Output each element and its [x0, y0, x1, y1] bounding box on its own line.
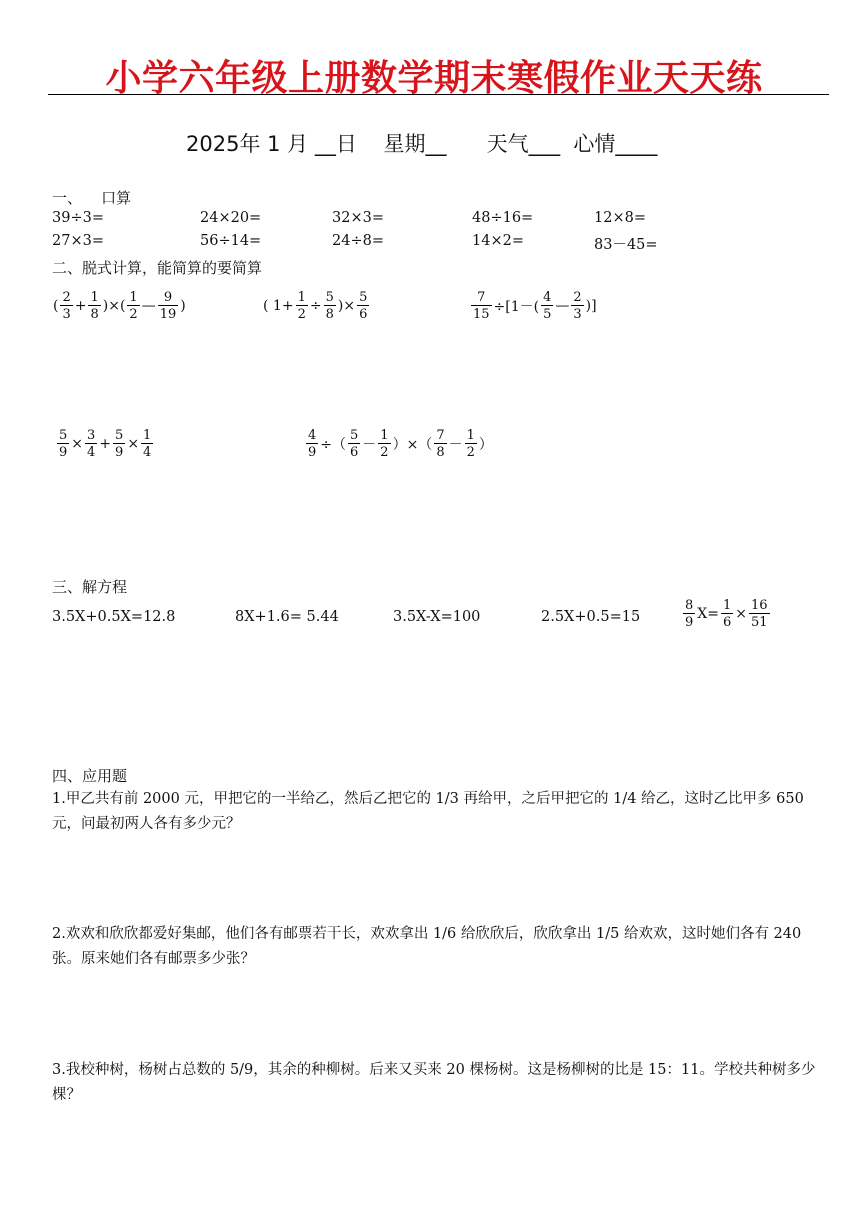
word-problem-1: 1.甲乙共有前 2000 元，甲把它的一半给乙，然后乙把它的 1/3 再给甲，之后甲把它的 1/4 给乙，这时乙比甲多 650 元，问最初两人各有多少元？: [52, 791, 804, 832]
operator: +: [99, 436, 112, 452]
section-oral-heading: 一、 口算: [52, 189, 132, 207]
fraction: [378, 428, 390, 460]
operator: )×(: [102, 298, 126, 314]
oral-item: 48÷16=: [472, 210, 534, 226]
oral-item: 56÷14=: [200, 233, 262, 249]
numerator: 5: [59, 428, 68, 443]
operator: －: [362, 437, 377, 453]
operator: ）×（: [392, 437, 433, 453]
calc-expression-2: [262, 290, 370, 322]
denominator: 6: [722, 615, 732, 630]
numerator: 5: [115, 428, 124, 443]
calc-expression-1: [52, 290, 187, 322]
numerator: 4: [543, 290, 552, 305]
operator: ÷（: [320, 437, 347, 453]
equation-item: 3.5X-X=100: [393, 609, 481, 625]
fraction: [85, 428, 97, 460]
fraction: [348, 428, 360, 460]
paren: ): [180, 298, 186, 314]
denominator: 9: [685, 615, 694, 630]
numerator: 7: [436, 428, 445, 443]
denominator: 9: [308, 445, 317, 460]
paren: (: [53, 298, 59, 314]
fraction: [749, 598, 770, 630]
fraction: [434, 428, 446, 460]
denominator: 6: [350, 445, 359, 460]
fraction: [357, 290, 369, 322]
operator: —: [141, 298, 156, 314]
numerator: 1: [297, 290, 306, 305]
numerator: 2: [573, 290, 582, 305]
oral-item: 83－45=: [594, 237, 658, 253]
denominator: 4: [143, 445, 152, 460]
calc-expression-5: [305, 428, 494, 460]
numerator: 4: [308, 428, 317, 443]
fraction: [296, 290, 308, 322]
numerator: 9: [163, 290, 173, 305]
word-problem-3: 3.我校种树，杨树占总数的 5/9，其余的种柳树。后来又买来 20 棵杨树。这是杨柳树的比是 15：11。学校共种树多少棵？: [52, 1062, 816, 1103]
denominator: 6: [359, 307, 368, 322]
numerator: 3: [87, 428, 96, 443]
fraction: [141, 428, 153, 460]
date-line: 2025年 1 月 __日 星期__ 天气___ 心情____: [186, 132, 658, 156]
denominator: 8: [436, 445, 445, 460]
operator: ×: [127, 436, 140, 452]
numerator: 1: [143, 428, 152, 443]
fraction: [471, 290, 492, 322]
calc-expression-4: [56, 428, 154, 460]
word-problem-2: 2.欢欢和欣欣都爱好集邮，他们各有邮票若干长，欢欢拿出 1/6 给欣欣后，欣欣拿出 1/5 给欢欢，这时她们各有 240 张。原来她们各有邮票多少张？: [52, 926, 802, 967]
fraction: [721, 598, 733, 630]
denominator: 9: [59, 445, 68, 460]
oral-item: 24×20=: [200, 210, 262, 226]
operator: +: [74, 298, 87, 314]
fraction: [158, 290, 179, 322]
operator: ×: [735, 606, 747, 622]
section-calc-heading: 二、脱式计算，能简算的要简算: [52, 259, 263, 277]
fraction: [324, 290, 336, 322]
operator: )×: [337, 298, 356, 314]
oral-item: 27×3=: [52, 233, 104, 249]
numerator: 1: [466, 428, 475, 443]
calc-expression-3: [470, 290, 598, 322]
numerator: 2: [62, 290, 71, 305]
operator: ÷: [309, 298, 322, 314]
page-title: 小学六年级上册数学期末寒假作业天天练: [105, 58, 763, 99]
numerator: 1: [722, 598, 732, 613]
paren: ）: [478, 437, 493, 453]
numerator: 16: [751, 598, 768, 613]
fraction: [113, 428, 125, 460]
paren: )]: [585, 298, 597, 314]
denominator: 8: [90, 307, 99, 322]
numerator: 1: [90, 290, 99, 305]
fraction: [127, 290, 139, 322]
title-divider: [48, 94, 829, 95]
equation-item: 2.5X+0.5=15: [541, 609, 641, 625]
denominator: 2: [297, 307, 306, 322]
fraction: [571, 290, 583, 322]
oral-item: 39÷3=: [52, 210, 104, 226]
numerator: 1: [380, 428, 389, 443]
denominator: 15: [473, 307, 490, 322]
denominator: 4: [87, 445, 96, 460]
equation-item-5: [682, 598, 771, 630]
denominator: 9: [115, 445, 124, 460]
operator: —: [555, 298, 570, 314]
denominator: 2: [129, 307, 138, 322]
fraction: [465, 428, 477, 460]
fraction: [541, 290, 553, 322]
denominator: 51: [751, 615, 768, 630]
numerator: 5: [350, 428, 359, 443]
oral-item: 14×2=: [472, 233, 524, 249]
denominator: 3: [62, 307, 71, 322]
numerator: 1: [129, 290, 138, 305]
operator: ×: [71, 436, 84, 452]
operator: ÷[1－(: [493, 299, 540, 315]
operator: ( 1+: [263, 298, 294, 314]
operator: X=: [697, 606, 719, 622]
denominator: 8: [325, 307, 334, 322]
equation-item: 3.5X+0.5X=12.8: [52, 609, 176, 625]
oral-item: 24÷8=: [332, 233, 384, 249]
fraction: [60, 290, 72, 322]
fraction: [57, 428, 69, 460]
numerator: 8: [685, 598, 694, 613]
denominator: 2: [380, 445, 389, 460]
operator: －: [448, 437, 463, 453]
equation-item: 8X+1.6= 5.44: [235, 609, 339, 625]
fraction: [683, 598, 695, 630]
fraction: [306, 428, 318, 460]
numerator: 7: [477, 290, 486, 305]
denominator: 5: [543, 307, 552, 322]
denominator: 2: [466, 445, 475, 460]
oral-item: 12×8=: [594, 210, 646, 226]
section-word-problems-heading: 四、应用题: [52, 767, 128, 785]
numerator: 5: [325, 290, 334, 305]
denominator: 19: [159, 307, 177, 322]
oral-item: 32×3=: [332, 210, 384, 226]
section-equation-heading: 三、解方程: [52, 578, 128, 596]
denominator: 3: [573, 307, 582, 322]
fraction: [88, 290, 100, 322]
numerator: 5: [359, 290, 368, 305]
